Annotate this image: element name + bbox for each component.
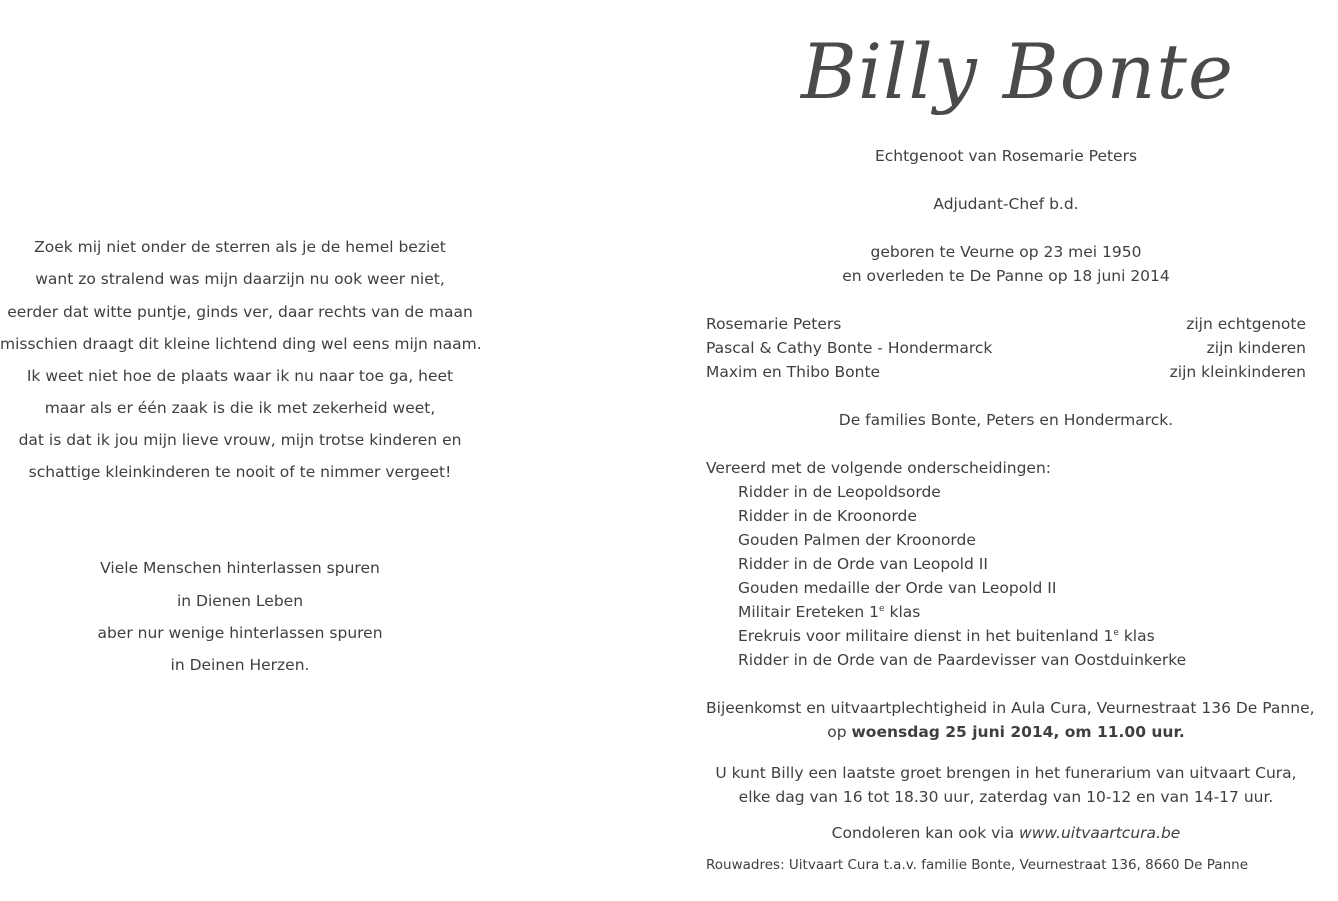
rank-line: Adjudant-Chef b.d.: [933, 195, 1079, 213]
honor-text: Erekruis voor militaire dienst in het buitenland 1: [738, 627, 1114, 645]
honor-item: Gouden Palmen der Kroonorde: [738, 531, 976, 549]
ceremony-date-line: [706, 721, 1306, 743]
poem-line: maar als er één zaak is die ik met zekerheid weet,: [44, 399, 436, 417]
condolence-line: [706, 822, 1306, 844]
poem-line: want zo stralend was mijn daarzijn nu ook weer niet,: [35, 270, 445, 288]
quote-line: Viele Menschen hinterlassen spuren: [100, 559, 380, 577]
poem-line: Ik weet niet hoe de plaats waar ik nu naar toe ga, heet: [26, 367, 454, 385]
honor-item: [738, 625, 1155, 647]
birth-line: geboren te Veurne op 23 mei 1950: [870, 243, 1142, 261]
honor-text: klas: [884, 603, 921, 621]
mourning-address: Rouwadres: Uitvaart Cura t.a.v. familie Bonte, Veurnestraat 136, 8660 De Panne: [706, 857, 1248, 873]
honor-text: Militair Ereteken 1: [738, 603, 880, 621]
quote-line: aber nur wenige hinterlassen spuren: [97, 624, 383, 642]
honor-item: Gouden medaille der Orde van Leopold II: [738, 579, 1057, 597]
visit-hours-line: elke dag van 16 tot 18.30 uur, zaterdag van 10-12 en van 14-17 uur.: [738, 788, 1274, 806]
families-line: De families Bonte, Peters en Hondermarck.: [838, 411, 1174, 429]
poem-line: dat is dat ik jou mijn lieve vrouw, mijn trotse kinderen en: [18, 431, 462, 449]
condolence-link[interactable]: www.uitvaartcura.be: [1019, 824, 1181, 842]
honor-item: Ridder in de Kroonorde: [738, 507, 917, 525]
condolence-prefix: Condoleren kan ook via: [831, 824, 1020, 842]
death-line: en overleden te De Panne op 18 juni 2014: [842, 267, 1170, 285]
poem-line: misschien draagt dit kleine lichtend ding wel eens mijn naam.: [0, 335, 482, 353]
honor-item: [738, 601, 920, 623]
quote-line: in Dienen Leben: [176, 592, 304, 610]
poem-line: Zoek mij niet onder de sterren als je de hemel beziet: [34, 238, 446, 256]
honor-item: Ridder in de Leopoldsorde: [738, 483, 941, 501]
family-member-relation: zijn echtgenote: [1186, 315, 1306, 333]
ceremony-date: woensdag 25 juni 2014, om 11.00 uur.: [851, 723, 1185, 741]
honors-intro: Vereerd met de volgende onderscheidingen:: [706, 459, 1052, 477]
family-member-relation: zijn kleinkinderen: [1169, 363, 1306, 381]
poem-line: eerder dat witte puntje, ginds ver, daar rechts van de maan: [7, 303, 473, 321]
family-member-name: Maxim en Thibo Bonte: [706, 363, 881, 381]
spouse-line: Echtgenoot van Rosemarie Peters: [874, 147, 1138, 165]
honor-item: Ridder in de Orde van Leopold II: [738, 555, 988, 573]
family-member-name: Rosemarie Peters: [706, 315, 842, 333]
honor-superscript: e: [1113, 628, 1119, 638]
honor-superscript: e: [879, 604, 885, 614]
family-member-name: Pascal & Cathy Bonte - Hondermarck: [706, 339, 993, 357]
deceased-name: Billy Bonte: [801, 27, 1234, 116]
honor-item: Ridder in de Orde van de Paardevisser van Oostduinkerke: [738, 651, 1187, 669]
quote-line: in Deinen Herzen.: [170, 656, 310, 674]
family-member-relation: zijn kinderen: [1206, 339, 1306, 357]
poem-line: schattige kleinkinderen te nooit of te nimmer vergeet!: [28, 463, 452, 481]
visit-line: U kunt Billy een laatste groet brengen in het funerarium van uitvaart Cura,: [715, 764, 1297, 782]
ceremony-date-prefix: op: [827, 723, 852, 741]
honor-text: klas: [1118, 627, 1155, 645]
ceremony-line: Bijeenkomst en uitvaartplechtigheid in Aula Cura, Veurnestraat 136 De Panne,: [706, 699, 1315, 717]
